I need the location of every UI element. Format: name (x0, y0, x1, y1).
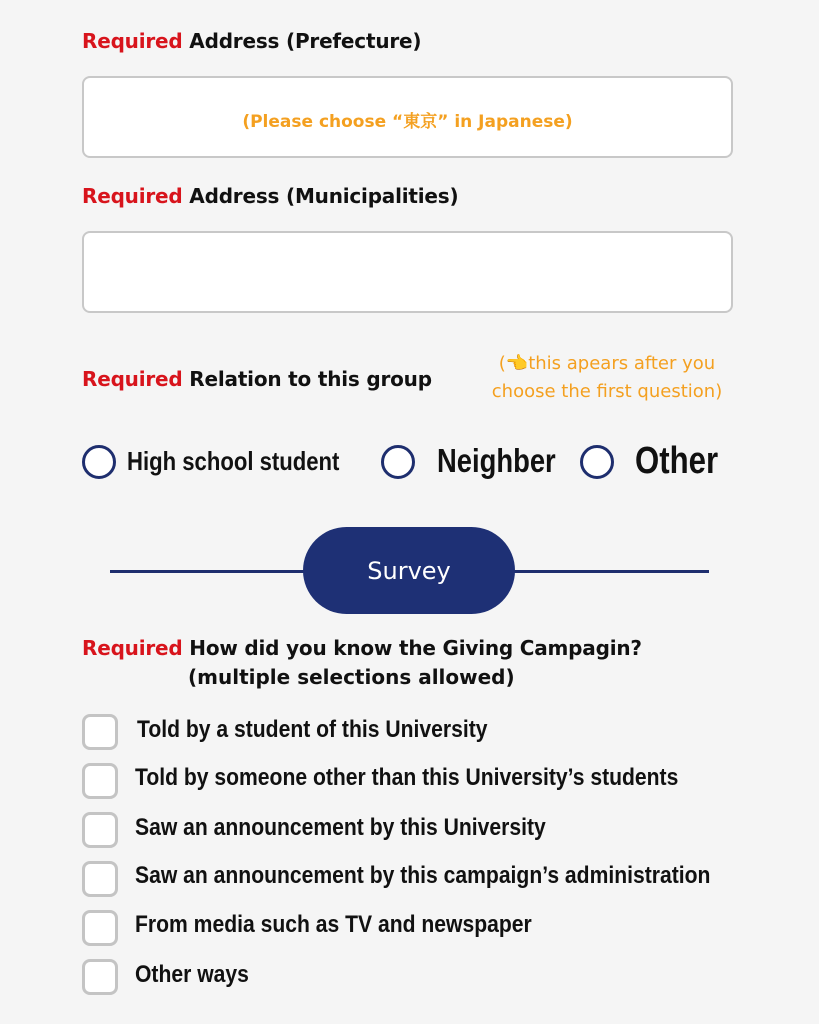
municipalities-label (82, 184, 458, 208)
relation-note (472, 350, 742, 406)
survey-question-text: How did you know the Giving Campagin? (189, 636, 642, 660)
survey-section-header: Survey (303, 527, 515, 614)
checkbox-label: Other ways (135, 961, 249, 988)
relation-note-line2: choose the first question) (491, 381, 723, 402)
checkbox-label: Told by a student of this University (137, 716, 488, 743)
divider-line-left (110, 570, 305, 573)
municipalities-input[interactable] (82, 231, 733, 313)
relation-note-line1: (👈this apears after you (498, 353, 716, 374)
required-tag: Required (82, 29, 183, 53)
checkbox[interactable] (82, 714, 118, 750)
survey-question-subtext: (multiple selections allowed) (188, 665, 515, 689)
municipalities-label-text: Address (Municipalities) (189, 184, 459, 208)
prefecture-hint: (Please choose “東京” in Japanese) (242, 112, 573, 132)
prefecture-select[interactable] (82, 76, 733, 158)
checkbox[interactable] (82, 812, 118, 848)
radio-label: Other (635, 440, 719, 482)
required-tag: Required (82, 636, 183, 660)
required-tag: Required (82, 367, 183, 391)
checkbox[interactable] (82, 861, 118, 897)
required-tag: Required (82, 184, 183, 208)
checkbox-label: Told by someone other than this University’s students (135, 764, 679, 791)
radio-label: Neighber (437, 442, 556, 479)
divider-line-right (513, 570, 709, 573)
checkbox[interactable] (82, 763, 118, 799)
radio-button[interactable] (580, 445, 614, 479)
prefecture-label-text: Address (Prefecture) (189, 29, 422, 53)
checkbox-label: From media such as TV and newspaper (135, 911, 532, 938)
radio-label: High school student (127, 446, 340, 476)
checkbox-label: Saw an announcement by this University (135, 814, 546, 841)
prefecture-label (82, 29, 421, 53)
radio-button[interactable] (82, 445, 116, 479)
survey-question (82, 636, 642, 660)
relation-label-text: Relation to this group (189, 367, 432, 391)
checkbox-label: Saw an announcement by this campaign’s administration (135, 862, 711, 889)
checkbox[interactable] (82, 910, 118, 946)
relation-label (82, 367, 432, 391)
checkbox[interactable] (82, 959, 118, 995)
radio-button[interactable] (381, 445, 415, 479)
